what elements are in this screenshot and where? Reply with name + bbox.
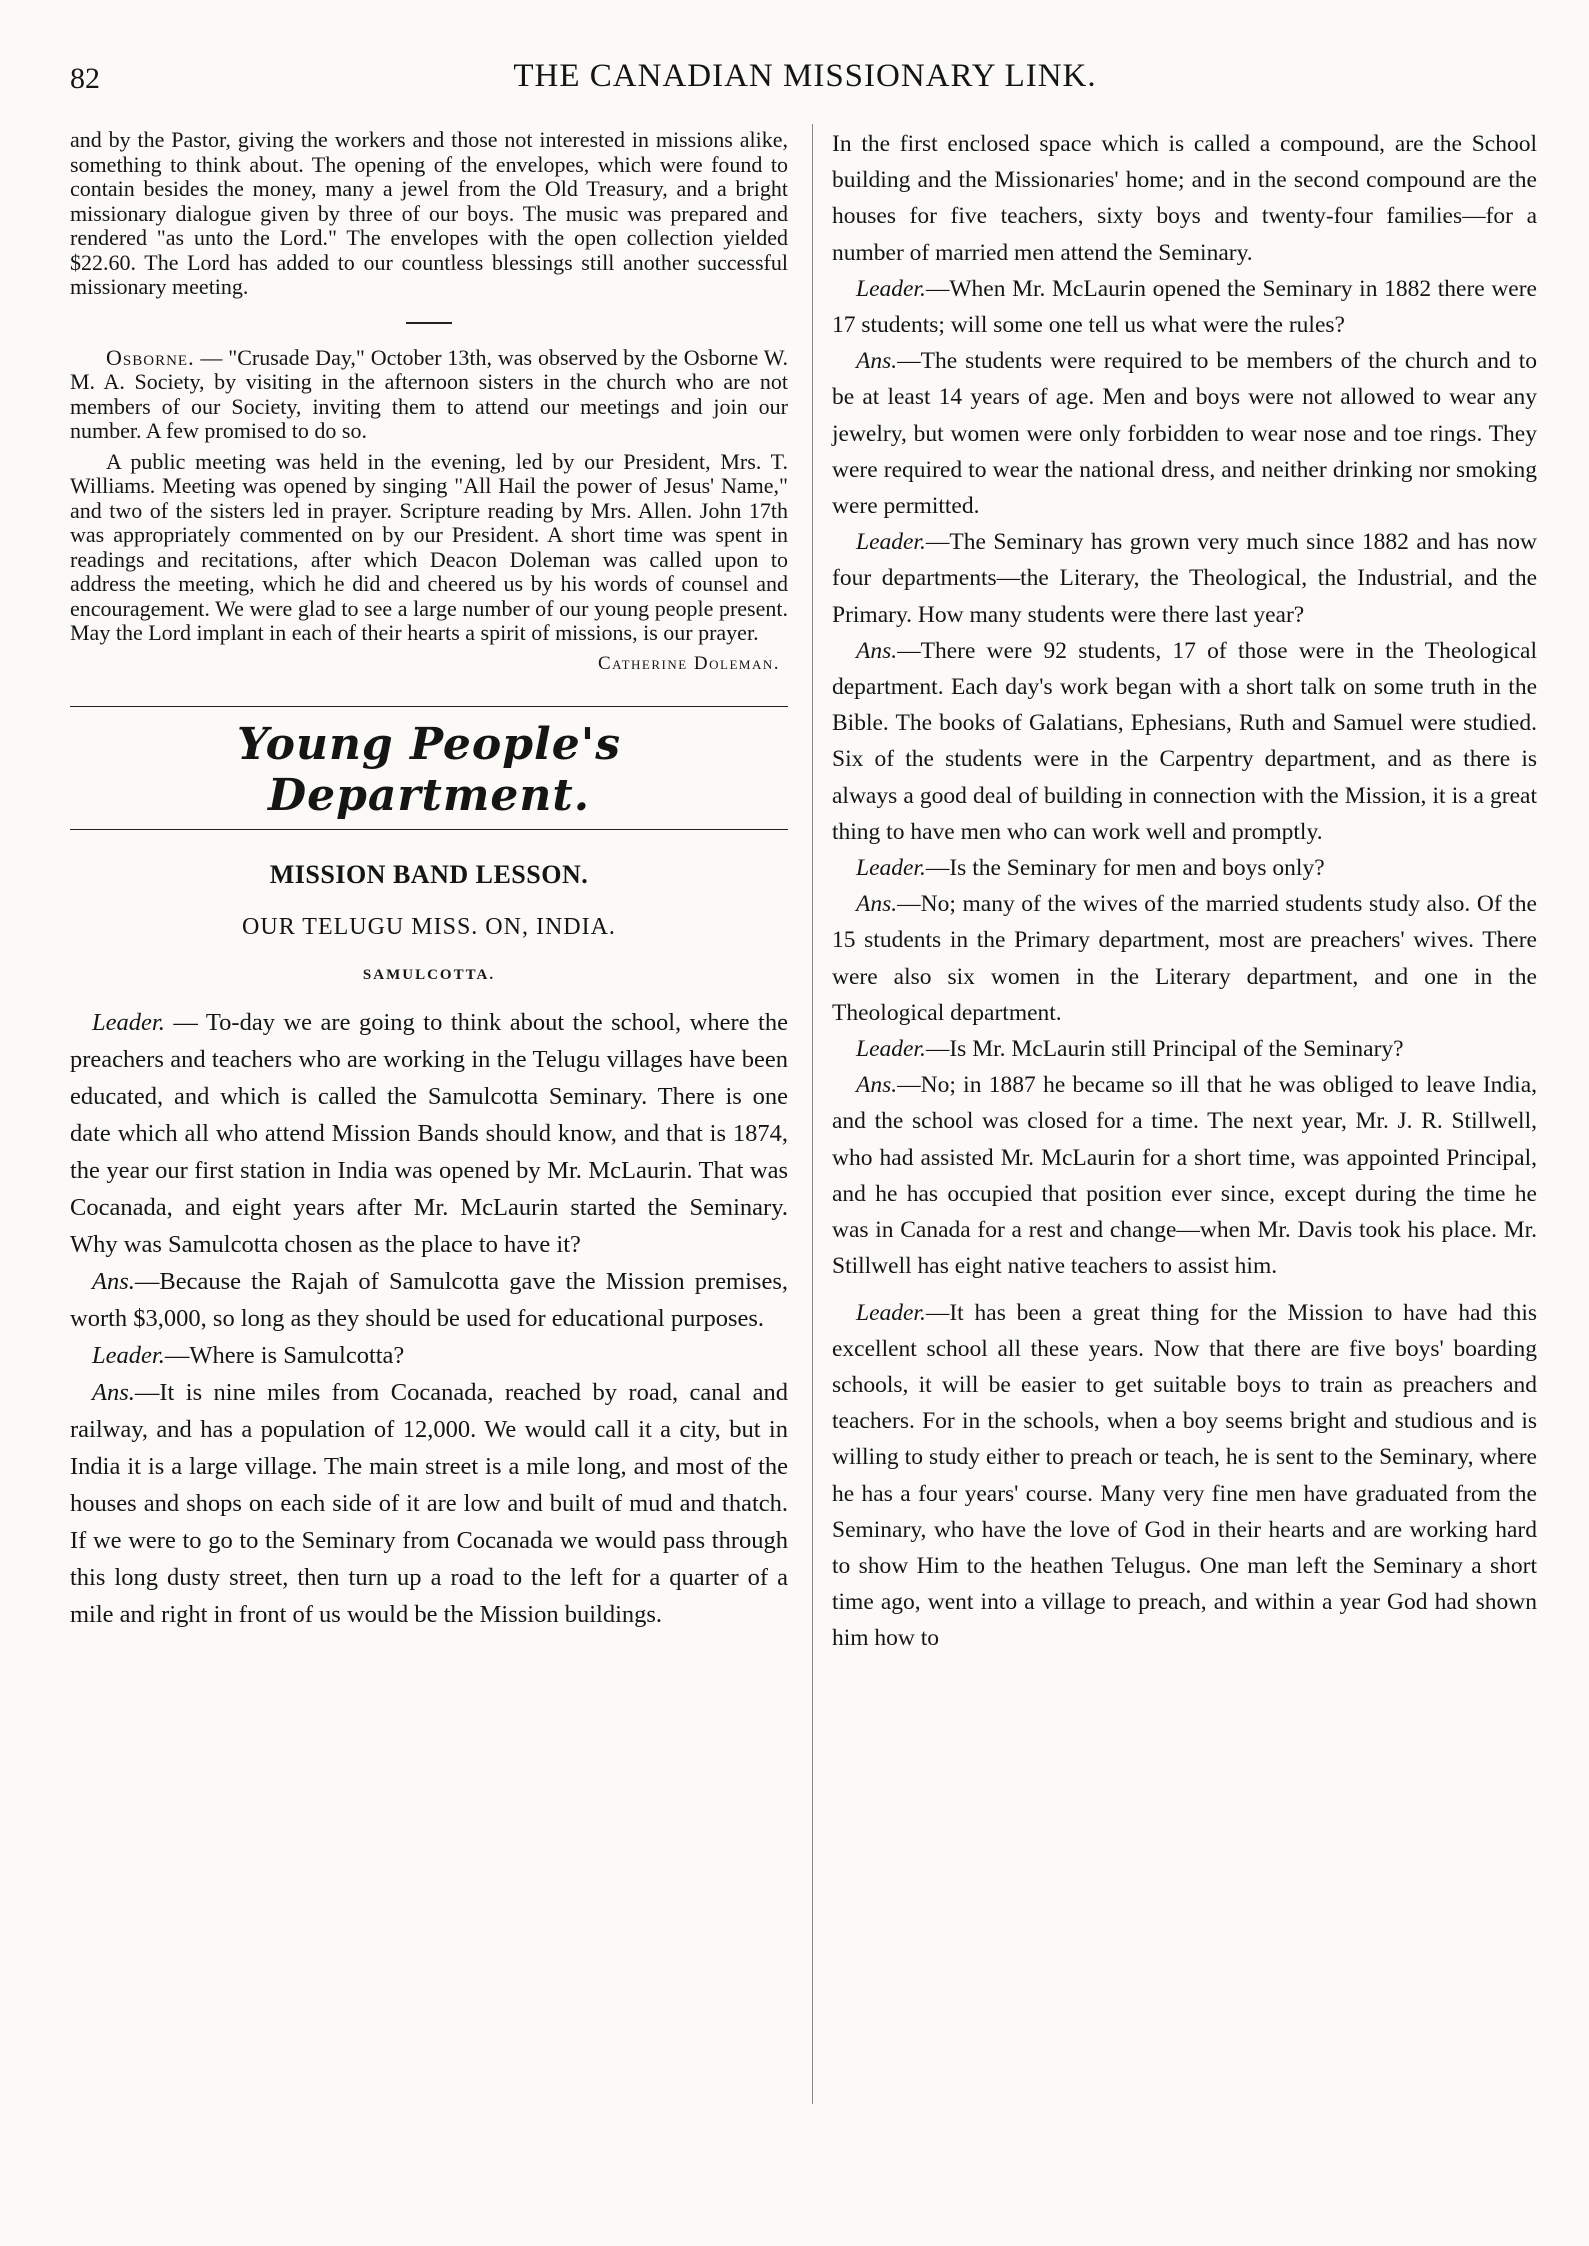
- lesson-paragraph: Leader.—It has been a great thing for the Mission to have had this excellent school all these years. Now that there are five boys' boarding schools, it will be easier to get suitable boys to train as preachers and teachers. For in the schools, when a boy seems bright and studious and is willing to study either to preach or teach, he is sent to the Seminary, where he has a four years' course. Many very fine men have graduated from the Seminary, who have the love of God in their hearts and are working hard to show Him to the heathen Telugus. One man left the Seminary a short time ago, went into a village to preach, and within a year God had shown him how to: [832, 1299, 1537, 1652]
- speaker-label: Ans.: [856, 1072, 898, 1099]
- page-header: [70, 58, 1540, 108]
- lesson-place: SAMULCOTTA.: [362, 967, 496, 983]
- speaker-label: Leader.: [856, 855, 926, 882]
- lesson-paragraph: Ans.—No; in 1887 he became so ill that he was obliged to leave India, and the school was closed for a time. The next year, Mr. J. R. Stillwell, who had assisted Mr. McLaurin for a short time, was appointed Principal, and he has occupied that position ever since, except during the time he was in Canada for a rest and change—when Mr. Davis took his place. Mr. Stillwell has eight native teachers to assist him.: [832, 1072, 1537, 1280]
- page-number: 82: [70, 62, 100, 95]
- speaker-label: Ans.: [92, 1379, 135, 1406]
- lesson-paragraph: Ans.—Because the Rajah of Samulcotta gave the Mission premises, worth $3,000, so long as they should be used for educational purposes.: [70, 1268, 788, 1332]
- column-divider: [812, 124, 813, 2104]
- lesson-paragraph: Ans.—It is nine miles from Cocanada, reached by road, canal and railway, and has a population of 12,000. We would call it a city, but in India it is a large village. The main street is a mile long, and most of the houses and shops on each side of it are low and built of mud and thatch. If we were to go to the Seminary from Cocanada we would pass through this long dusty street, then turn up a road to the left for a quarter of a mile and right in front of us would be the Mission buildings.: [70, 1379, 788, 1628]
- signature: Catherine Doleman.: [597, 652, 780, 674]
- speaker-label: Leader.: [856, 529, 926, 556]
- speaker-label: Ans.: [856, 348, 898, 375]
- lesson-subheading: OUR TELUGU MISS. ON, INDIA.: [242, 914, 616, 940]
- speaker-label: Ans.: [856, 637, 898, 664]
- speaker-label: Leader.: [92, 1009, 165, 1036]
- intro-paragraph: and by the Pastor, giving the workers and those not interested in missions alike, something to think about. The opening of the envelopes, which were found to contain besides the money, many a jewel from the Old Treasury, and a bright missionary dialogue given by three of our boys. The music was prepared and rendered "as unto the Lord." The envelopes with the open collection yielded $22.60. The Lord has added to our countless blessings still another successful missionary meeting.: [70, 127, 788, 299]
- osborne-name: Osborne.: [106, 344, 195, 370]
- lesson-paragraph: Leader.—Where is Samulcotta?: [92, 1342, 405, 1369]
- speaker-label: Leader.: [856, 275, 926, 302]
- meeting-paragraph: A public meeting was held in the evening, led by our President, Mrs. T. Williams. Meeting was opened by singing "All Hail the power of Jesus' Name," and two of the sisters led in prayer. Scripture reading by Mrs. Allen. John 17th was appropriately commented on by our President. A short time was spent in readings and recitations, after which Deacon Doleman was called upon to address the meeting, which he did and cheered us by his words of counsel and encouragement. We were glad to see a large number of our young people present. May the Lord implant in each of their hearts a spirit of missions, is our prayer.: [70, 448, 788, 645]
- lesson-paragraph: Leader. — To-day we are going to think about the school, where the preachers and teachers who are working in the Telugu villages have been educated, and which is called the Samulcotta Seminary. There is one date which all who attend Mission Bands should know, and that is 1874, the year our first station in India was opened by Mr. McLaurin. That was Cocanada, and eight years after Mr. McLaurin started the Seminary. Why was Samulcotta chosen as the place to have it?: [70, 1009, 788, 1258]
- lesson-paragraph: Ans.—There were 92 students, 17 of those were in the Theological department. Each day's work began with a short talk on some truth in the Bible. The books of Galatians, Ephesians, Ruth and Samuel were studied. Six of the students were in the Carpentry department, and as there is always a good deal of building in connection with the Mission, it is a great thing to have men who can work well and promptly.: [832, 637, 1537, 845]
- journal-title: THE CANADIAN MISSIONARY LINK.: [513, 58, 1097, 94]
- lesson-paragraph: In the first enclosed space which is called a compound, are the School building and the Missionaries' home; and in the second compound are the houses for five teachers, sixty boys and twenty-four families—for a number of married men attend the Seminary.: [832, 131, 1537, 266]
- speaker-label: Ans.: [92, 1268, 135, 1295]
- section-rule-top: [70, 706, 788, 707]
- lesson-paragraph: Leader.—Is the Seminary for men and boys only?: [856, 855, 1325, 882]
- report-section: [70, 128, 788, 676]
- lesson-paragraph: Leader.—The Seminary has grown very much since 1882 and has now four departments—the Literary, the Theological, the Industrial, and the Primary. How many students were there last year?: [832, 529, 1537, 628]
- lesson-body-left: [70, 1004, 788, 1633]
- osborne-paragraph: Osborne. — "Crusade Day," October 13th, was observed by the Osborne W. M. A. Society, by visiting in the afternoon sisters in the church who are not members of our Society, inviting them to attend our meetings and join our number. A few promised to do so.: [70, 344, 788, 443]
- left-column: [70, 128, 788, 1633]
- right-column: [832, 126, 1537, 1657]
- speaker-label: Ans.: [856, 891, 898, 918]
- speaker-label: Leader.: [92, 1342, 165, 1369]
- section-rule-bottom: [70, 829, 788, 830]
- lesson-paragraph: Leader.—When Mr. McLaurin opened the Seminary in 1882 there were 17 students; will some one tell us what were the rules?: [832, 275, 1537, 339]
- lesson-paragraph: Ans.—The students were required to be members of the church and to be at least 14 years of age. Men and boys were not allowed to wear any jewelry, but women were only forbidden to wear nose and toe rings. They were required to wear the national dress, and neither drinking nor smoking were permitted.: [832, 348, 1537, 520]
- speaker-label: Leader.: [856, 1299, 926, 1326]
- department-title: Young People's Department.: [237, 719, 621, 821]
- lesson-heading: MISSION BAND LESSON.: [269, 860, 589, 889]
- separator-dash: [406, 322, 452, 324]
- speaker-label: Leader.: [856, 1036, 926, 1063]
- lesson-paragraph: Leader.—Is Mr. McLaurin still Principal of the Seminary?: [856, 1036, 1404, 1063]
- lesson-paragraph: Ans.—No; many of the wives of the married students study also. Of the 15 students in the Primary department, most are preachers' wives. There were also six women in the Literary department, and one in the Theological department.: [832, 891, 1537, 1026]
